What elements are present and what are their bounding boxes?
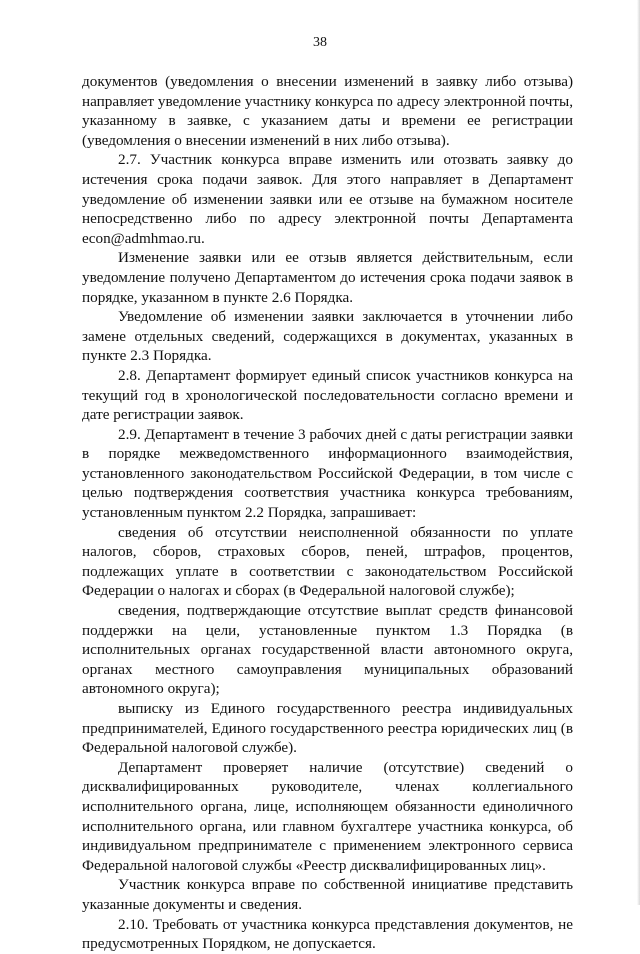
paragraph-change-notice: Уведомление об изменении заявки заключается в уточнении либо замене отдельных сведений, содержащихся в документах, указанных в пункте 2.3 Порядка. [82,308,573,365]
paragraph-2-10: 2.10. Требовать от участника конкурса представления документов, не предусмотренных Порядком, не допускается. [82,915,573,953]
document-body [82,72,573,954]
page-number: 38 [313,35,327,50]
paragraph-change-validity: Изменение заявки или ее отзыв является действительным, если уведомление получено Департаментом до истечения срока подачи заявок в порядке, указанном в пункте 2.6 Порядка. [82,249,573,306]
paragraph-tax-info: сведения об отсутствии неисполненной обязанности по уплате налогов, сборов, страховых сборов, пеней, штрафов, процентов, подлежащих уплате в соответствии с законодательством Российской Федерации о налогах и сборах (в Федеральной налоговой службе); [82,523,573,600]
paragraph-2-8: 2.8. Департамент формирует единый список участников конкурса на текущий год в хронологической последовательности согласно времени и дате регистрации заявок. [82,366,573,424]
paragraph-disqualification-check: Департамент проверяет наличие (отсутствие) сведений о дисквалифицированных руководителе, членах коллегиального исполнительного органа, лице, исполняющем обязанности единоличного исполнительного органа, или главном бухгалтере участника конкурса, об индивидуальном предпринимателе с применением электронного сервиса Федеральной налоговой службы «Реестр дисквалифицированных лиц». [82,758,573,874]
paragraph-support-info: сведения, подтверждающие отсутствие выплат средств финансовой поддержки на цели, установленные пунктом 1.3 Порядка (в исполнительных органах государственной власти автономного округа, органах местного самоуправления муниципальных образований автономного округа); [82,602,573,698]
paragraph-2-7: 2.7. Участник конкурса вправе изменить или отозвать заявку до истечения срока подачи заявок. Для этого направляет в Департамент уведомление об изменении заявки или ее отзыве на бумажном носителе непосредственно либо по адресу электронной почты Департамента econ@admhmao.ru. [82,151,573,247]
paragraph-registry-extract: выписку из Единого государственного реестра индивидуальных предпринимателей, Единого государственного реестра юридических лиц (в Федеральной налоговой службе). [82,700,573,757]
paragraph-continuation: документов (уведомления о внесении изменений в заявку либо отзыва) направляет уведомление участнику конкурса по адресу электронной почты, указанному в заявке, с указанием даты и времени ее регистрации (уведомления о внесении изменений в них либо отзыва). [82,73,573,149]
paragraph-2-9: 2.9. Департамент в течение 3 рабочих дней с даты регистрации заявки в порядке межведомственного информационного взаимодействия, установленного законодательством Российской Федерации, в том числе с целью подтверждения соответствия участника конкурса требованиям, установленным пунктом 2.2 Порядка, запрашивает: [82,425,573,522]
paragraph-own-initiative: Участник конкурса вправе по собственной инициативе представить указанные документы и сведения. [82,876,573,913]
